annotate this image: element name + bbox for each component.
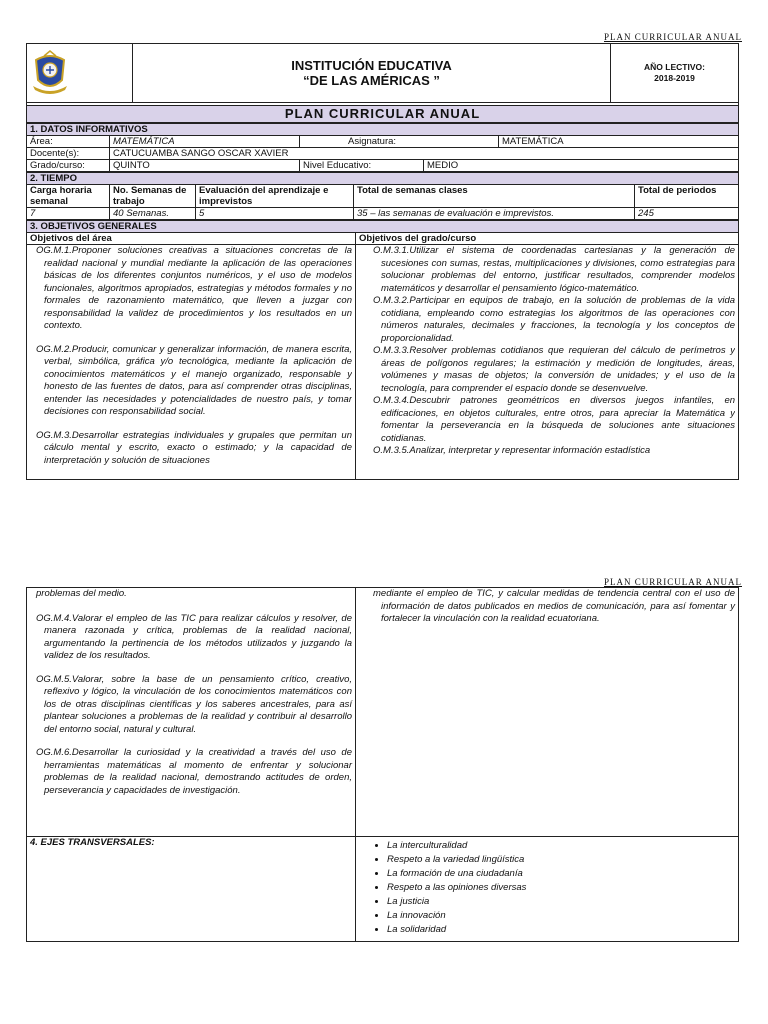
asignatura-value: MATEMÁTICA (499, 136, 739, 148)
area-objectives-header: Objetivos del área (27, 233, 356, 245)
grade-objectives-header: Objetivos del grado/curso (356, 233, 739, 245)
objetivos-continued-table (26, 587, 739, 942)
institution-line1: INSTITUCIÓN EDUCATIVA (291, 58, 452, 73)
area-objective: OG.M.1.Proponer soluciones creativas a situaciones concretas de la realidad nacional y mundial mediante la aplicación de las operaciones básicas de los diferentes conjuntos numéricos, y el uso de modelos funcionales, algoritmos apropiados, estrategias y métodos formales y no formales de razonamiento matemático, que lleven a juzgar con responsabilidad la validez de procedimientos y los resultados en un contexto. (36, 245, 352, 331)
year-label: AÑO LECTIVO: (644, 62, 705, 72)
tiempo-header: No. Semanas de trabajo (110, 185, 196, 208)
grade-objective: O.M.3.4.Descubrir patrones geométricos en diversos juegos infantiles, en edificaciones, en objetos culturales, entre otros, para apreciar la Matemática y fomentar la perseverancia en la búsqueda de soluciones ante situaciones cotidianas. (373, 395, 736, 444)
grado-value: QUINTO (110, 160, 300, 172)
header-table (26, 43, 739, 123)
grade-objective: O.M.3.5.Analizar, interpretar y representar información estadística (373, 445, 651, 456)
page-2 (26, 587, 738, 942)
area-objective: OG.M.2.Producir, comunicar y generalizar información, de manera escrita, verbal, simbólica, gráfica y/o tecnológica, mediante la aplicación de conocimientos matemáticos y el manejo organizado, responsable y honesto de las fuentes de datos, para así comprender otras disciplinas, entender las necesidades y potencialidades de nuestro país, y tomar decisiones con responsabilidad social. (36, 343, 352, 417)
tiempo-header: Evaluación del aprendizaje e imprevistos (196, 185, 354, 208)
running-header: PLAN CURRICULAR ANUAL (603, 577, 742, 587)
plan-title: PLAN CURRICULAR ANUAL (27, 106, 739, 123)
docente-label: Docente(s): (27, 148, 110, 160)
section-datos: 1. DATOS INFORMATIVOS (27, 124, 739, 136)
school-crest-icon (30, 50, 70, 94)
ejes-item: • La solidaridad (387, 923, 735, 937)
year-value: 2018-2019 (654, 73, 695, 83)
datos-table (26, 123, 739, 172)
grade-objective: mediante el empleo de TIC, y calcular medidas de tendencia central con el uso de información de datos publicados en medios de comunicación, para así fomentar y fortalecer la vinculación con la realidad ecuatoriana. (373, 588, 735, 624)
nivel-value: MEDIO (424, 160, 739, 172)
ejes-label: 4. EJES TRANSVERSALES: (27, 837, 356, 942)
area-objective: OG.M.5.Valorar, sobre la base de un pensamiento crítico, creativo, reflexivo y lógico, la vinculación de los conocimientos matemáticos con los de otras disciplinas científicas y los saberes ancestrales, para así plantear soluciones a problemas de la realidad y contribuir al desarrollo del entorno social, natural y cultural. (36, 673, 352, 735)
docente-value: CATUCUAMBA SANGO OSCAR XAVIER (110, 148, 739, 160)
tiempo-value: 5 (196, 208, 354, 220)
asignatura-label: Asignatura: (300, 136, 499, 148)
objetivos-table (26, 220, 739, 480)
ejes-item: • La innovación (387, 909, 735, 923)
tiempo-header: Total de periodos (635, 185, 739, 208)
grade-objective: O.M.3.1.Utilizar el sistema de coordenadas cartesianas y la generación de sucesiones con sumas, restas, multiplicaciones y divisiones, como estrategias para solucionar problemas del entorno, justificar resultados, comprender modelos matemáticos y desarrollar el pensamiento lógico-matemático. (373, 245, 736, 294)
area-objective: OG.M.3.Desarrollar estrategias individuales y grupales que permitan un cálculo mental y escrito, exacto o estimado; y la capacidad de interpretación y solución de situaciones (36, 429, 352, 466)
ejes-list (359, 839, 735, 937)
area-objective: OG.M.4.Valorar el empleo de las TIC para realizar cálculos y resolver, de manera razonada y crítica, problemas de la realidad nacional, argumentando la pertinencia de los métodos utilizados y juzgando la validez de los resultados. (36, 612, 352, 661)
running-header: PLAN CURRICULAR ANUAL (603, 32, 742, 42)
grade-objective: O.M.3.3.Resolver problemas cotidianos que requieran del cálculo de perímetros y áreas de polígonos regulares; la estimación y medición de longitudes, áreas, volúmenes y masas de objetos; la conversión de unidades; y el uso de la tecnología, para comprender el espacio donde se desenvuelve. (373, 345, 736, 394)
tiempo-value: 245 (635, 208, 739, 220)
ejes-item: • La interculturalidad (387, 839, 735, 853)
grado-label: Grado/curso: (27, 160, 110, 172)
nivel-label: Nivel Educativo: (300, 160, 424, 172)
logo-cell (27, 44, 133, 103)
institution-line2: “DE LAS AMÉRICAS ” (303, 73, 440, 88)
area-objective: problemas del medio. (36, 588, 127, 599)
page-1 (26, 43, 738, 480)
tiempo-table (26, 172, 739, 220)
tiempo-value: 40 Semanas. (110, 208, 196, 220)
ejes-item: • Respeto a las opiniones diversas (387, 881, 735, 895)
tiempo-header: Total de semanas clases (354, 185, 635, 208)
ejes-item: • La justicia (387, 895, 735, 909)
ejes-item: • Respeto a la variedad lingüística (387, 853, 735, 867)
grade-objective: O.M.3.2.Participar en equipos de trabajo, en la solución de problemas de la vida cotidiana, empleando como estrategias los algoritmos de las operaciones con números naturales, decimales y fracciones, la tecnología y los conceptos de proporcionalidad. (373, 295, 736, 344)
section-tiempo: 2. TIEMPO (27, 173, 739, 185)
area-label: Área: (27, 136, 110, 148)
area-objective: OG.M.6.Desarrollar la curiosidad y la creatividad a través del uso de herramientas matemáticas al momento de enfrentar y solucionar problemas de la realidad nacional, demostrando actitudes de orden, perseverancia y capacidades de investigación. (36, 747, 352, 796)
tiempo-value: 7 (27, 208, 110, 220)
area-value: MATEMÁTICA (110, 136, 300, 148)
section-objetivos: 3. OBJETIVOS GENERALES (27, 221, 739, 233)
ejes-item: • La formación de una ciudadanía (387, 867, 735, 881)
tiempo-value: 35 – las semanas de evaluación e imprevistos. (354, 208, 635, 220)
tiempo-header: Carga horaria semanal (27, 185, 110, 208)
